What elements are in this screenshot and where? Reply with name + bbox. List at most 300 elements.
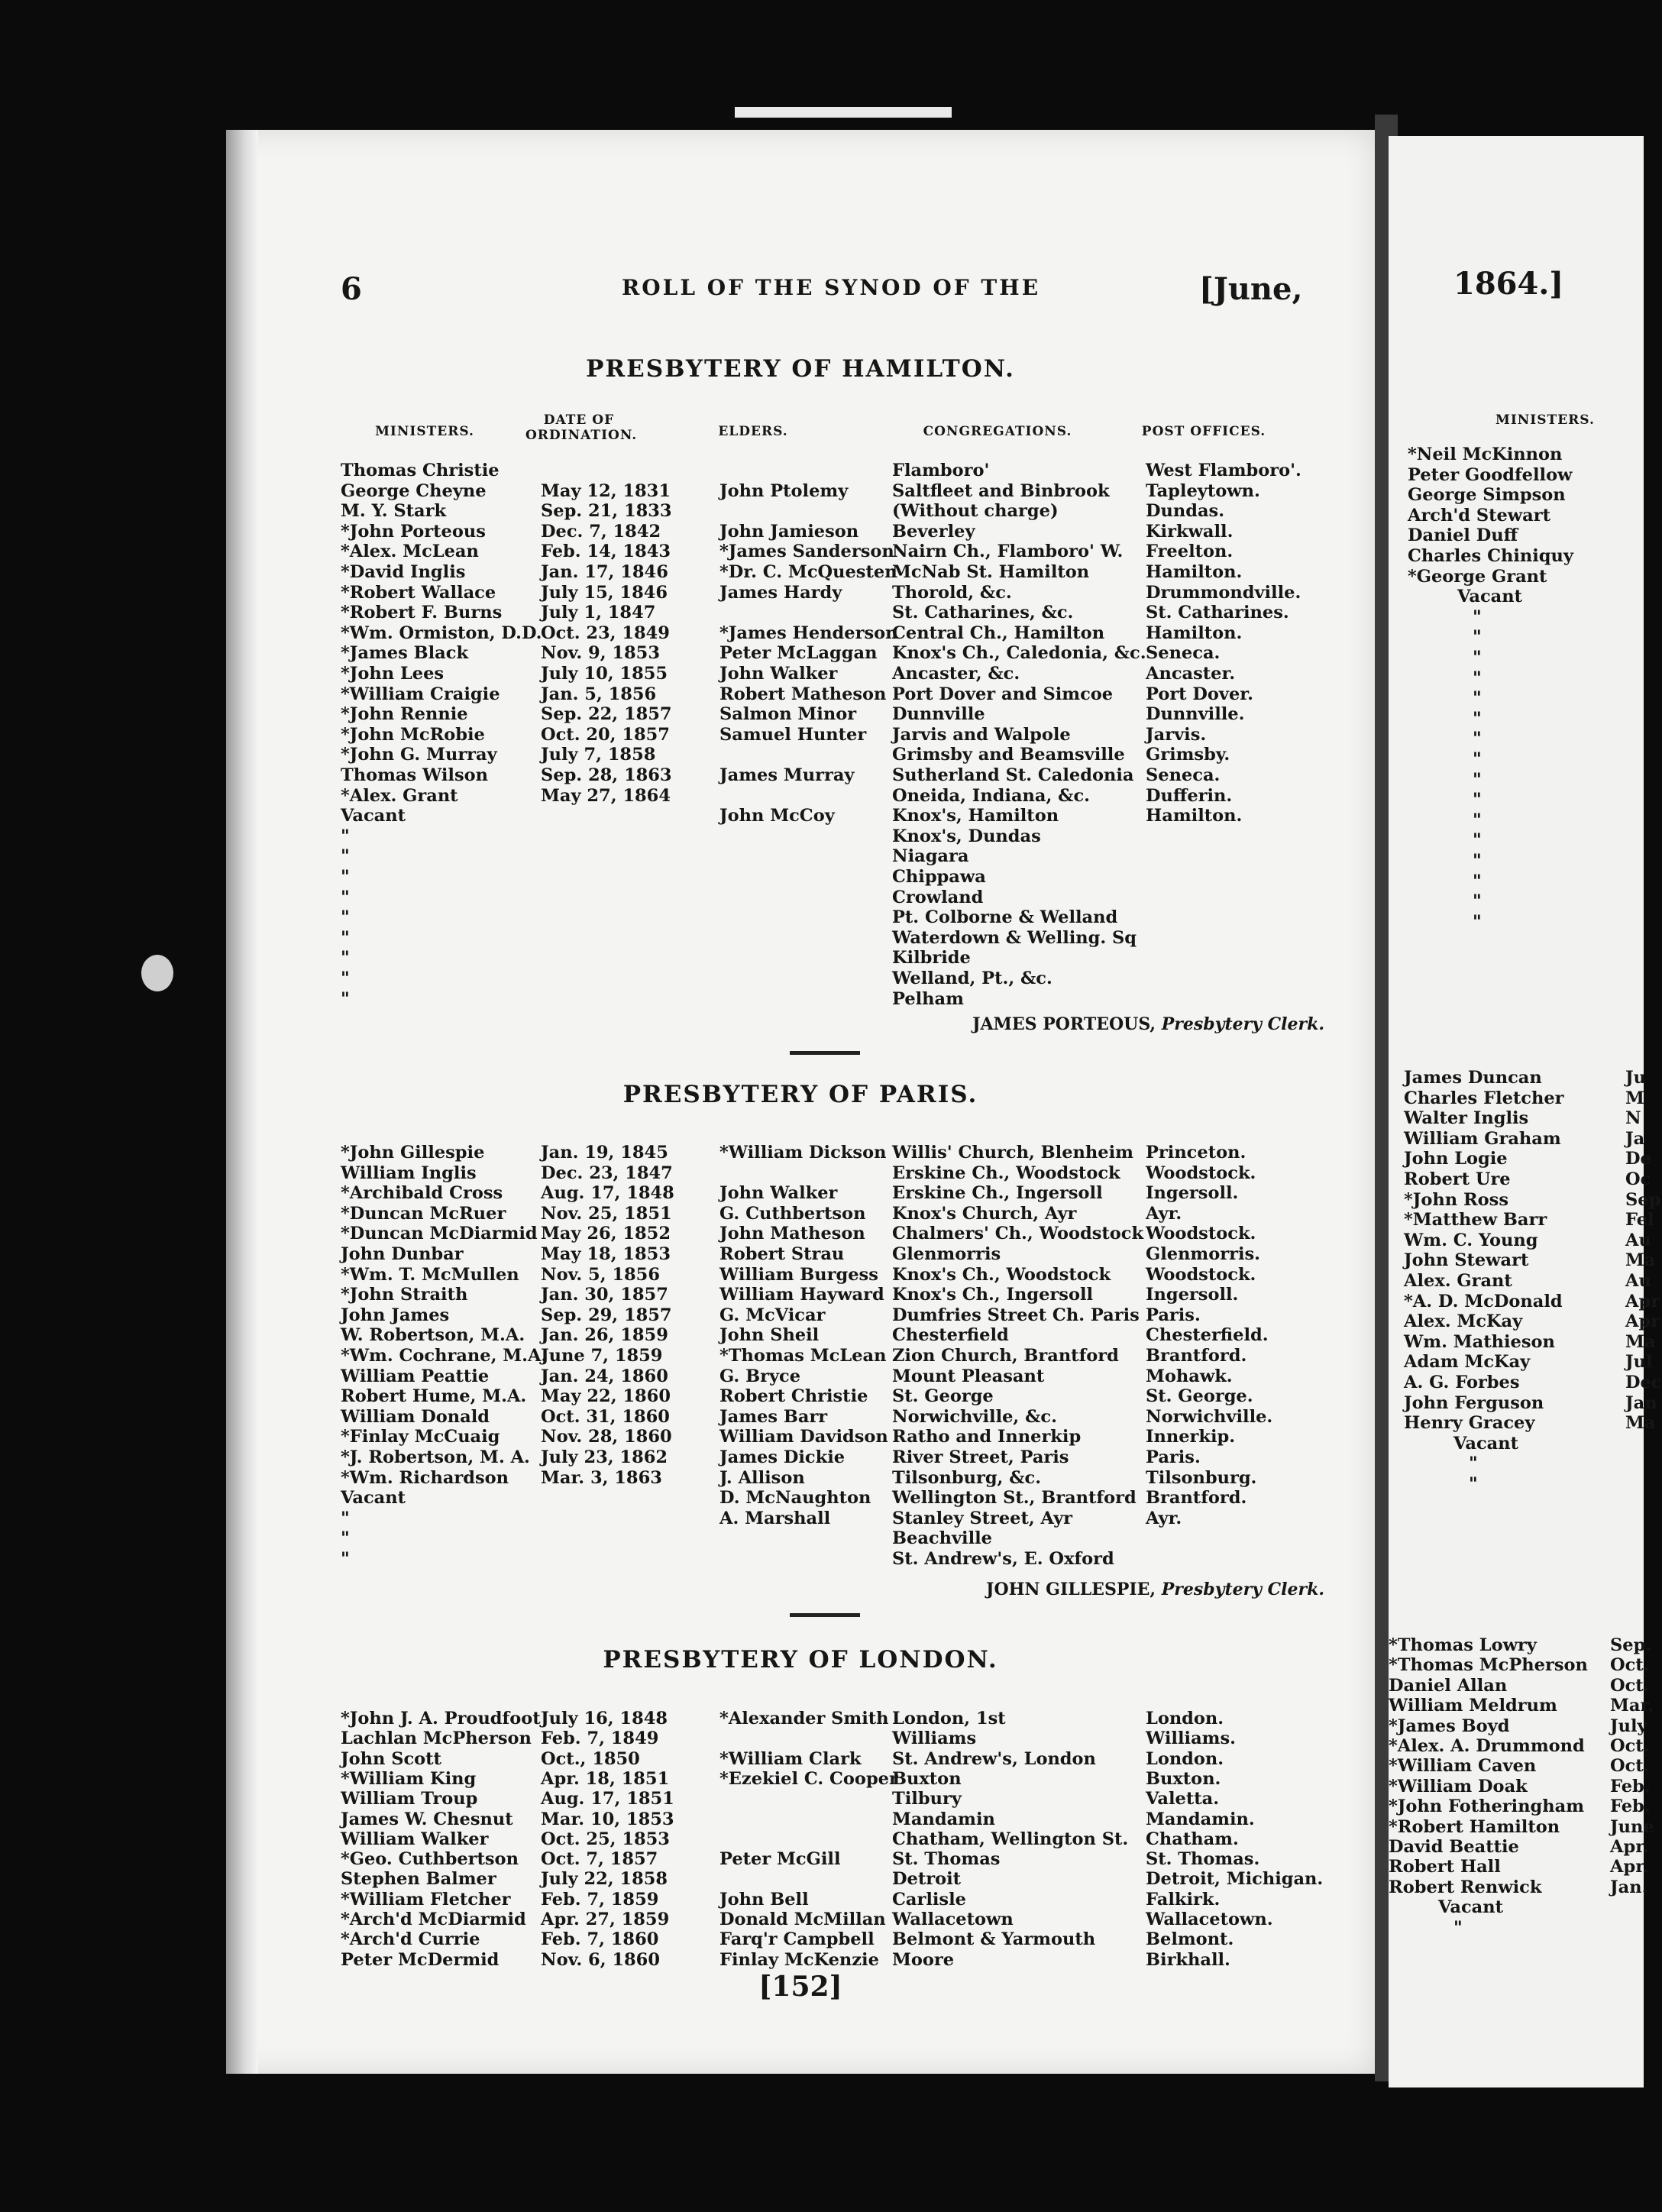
date-cell: Apr. 18, 1851 — [541, 1768, 670, 1789]
right-list-item: N — [1625, 1108, 1641, 1129]
minister-cell: *William Fletcher — [341, 1889, 511, 1910]
table-row — [341, 603, 1356, 623]
table-row — [341, 846, 1356, 866]
right-list-item: July — [1610, 1716, 1647, 1736]
elder-cell: Robert Christie — [719, 1386, 868, 1407]
right-list-item: David Beattie — [1389, 1837, 1519, 1857]
elder-cell: James Murray — [719, 765, 855, 785]
congregation-cell: Flamboro' — [892, 461, 990, 480]
date-cell: May 22, 1860 — [541, 1386, 671, 1407]
congregation-cell: Beachville — [892, 1528, 993, 1549]
congregation-cell: Ancaster, &c. — [892, 664, 1020, 684]
date-cell: Nov. 5, 1856 — [541, 1264, 660, 1285]
table-row — [341, 948, 1356, 968]
date-cell: Nov. 6, 1860 — [541, 1949, 660, 1970]
congregation-cell: Chesterfield — [892, 1325, 1009, 1346]
congregation-cell: Saltfleet and Binbrook — [892, 480, 1110, 501]
right-list-item: Robert Hall — [1389, 1857, 1501, 1877]
minister-cell: William Inglis — [341, 1163, 477, 1183]
date-cell: Nov. 28, 1860 — [541, 1427, 672, 1447]
right-list-item: *William Doak — [1389, 1776, 1528, 1796]
date-cell: July 10, 1855 — [541, 664, 668, 684]
elder-cell: John McCoy — [719, 806, 835, 826]
elder-cell: Salmon Minor — [719, 704, 857, 725]
congregation-cell: Belmont & Yarmouth — [892, 1929, 1096, 1950]
page-number: 6 — [341, 271, 362, 307]
minister-cell: James W. Chesnut — [341, 1809, 513, 1829]
right-list-item: *A. D. McDonald — [1404, 1291, 1563, 1311]
right-page — [1389, 136, 1662, 2087]
date-cell: Jan. 5, 1856 — [541, 684, 657, 704]
right-list-item: Sep — [1625, 1189, 1661, 1210]
date-cell: Dec. 7, 1842 — [541, 521, 661, 542]
right-list-item: Oct. — [1610, 1736, 1650, 1756]
post-cell: Woodstock. — [1146, 1264, 1256, 1285]
elder-cell: Finlay McKenzie — [719, 1949, 879, 1970]
table-row — [341, 1789, 1356, 1809]
congregation-cell: Carlisle — [892, 1889, 966, 1910]
minister-cell: *Wm. Ormiston, D.D. — [341, 623, 542, 643]
table-row — [341, 1183, 1356, 1203]
right-list-item: Dec — [1625, 1373, 1662, 1392]
post-cell: Mohawk. — [1146, 1366, 1233, 1386]
post-cell: Birkhall. — [1146, 1949, 1230, 1970]
table-row — [341, 1366, 1356, 1386]
london-title: PRESBYTERY OF LONDON. — [603, 1646, 998, 1674]
elder-cell: D. McNaughton — [719, 1488, 871, 1509]
right-list-item: De — [1625, 1149, 1651, 1169]
date-cell: Jan. 30, 1857 — [541, 1285, 668, 1305]
post-cell: St. Catharines. — [1146, 603, 1289, 623]
congregation-cell: Thorold, &c. — [892, 582, 1012, 603]
table-row — [341, 1427, 1356, 1447]
post-cell: Ingersoll. — [1146, 1285, 1239, 1305]
elder-cell: Robert Matheson — [719, 684, 887, 704]
date-cell: Mar. 3, 1863 — [541, 1467, 662, 1488]
table-row — [341, 643, 1356, 663]
right-list-item: Daniel Allan — [1389, 1675, 1508, 1696]
minister-cell: " — [341, 969, 350, 988]
table-row — [341, 969, 1356, 988]
date-cell: May 18, 1853 — [541, 1244, 671, 1264]
congregation-cell: Willis' Church, Blenheim — [892, 1143, 1133, 1163]
elder-cell: William Burgess — [719, 1264, 878, 1285]
minister-cell: Vacant — [341, 806, 406, 826]
right-list-item: Ma — [1625, 1250, 1656, 1271]
congregation-cell: London, 1st — [892, 1709, 1006, 1729]
table-row — [341, 1890, 1356, 1910]
date-cell: Oct. 7, 1857 — [541, 1849, 658, 1870]
table-row — [341, 745, 1356, 765]
right-list-item: Ja — [1625, 1128, 1645, 1149]
right-list-item: Apr — [1625, 1291, 1660, 1311]
table-row — [341, 542, 1356, 561]
minister-cell: " — [341, 927, 350, 948]
minister-cell: Stephen Balmer — [341, 1869, 496, 1890]
post-cell: Innerkip. — [1146, 1427, 1236, 1447]
congregation-cell: Dumfries Street Ch. Paris — [892, 1305, 1140, 1325]
elder-cell: Donald McMillan — [719, 1910, 886, 1929]
minister-cell: *Duncan McDiarmid — [341, 1224, 538, 1244]
congregation-cell: Waterdown & Welling. Sq — [892, 927, 1137, 948]
table-row — [341, 765, 1356, 785]
date-cell: Jan. 19, 1845 — [541, 1143, 668, 1163]
elder-cell: John Sheil — [719, 1325, 820, 1346]
date-cell: Apr. 27, 1859 — [541, 1910, 670, 1929]
date-cell: Feb. 7, 1859 — [541, 1889, 659, 1910]
post-cell: Wallacetown. — [1146, 1910, 1273, 1929]
minister-cell: *Archibald Cross — [341, 1183, 503, 1204]
elder-cell: John Walker — [719, 664, 838, 684]
congregation-cell: River Street, Paris — [892, 1447, 1069, 1467]
minister-cell: " — [341, 1549, 350, 1569]
date-cell: Jan. 17, 1846 — [541, 562, 668, 582]
congregation-cell: Glenmorris — [892, 1244, 1001, 1264]
post-cell: Norwichville. — [1146, 1406, 1273, 1427]
date-cell: Dec. 23, 1847 — [541, 1163, 673, 1183]
table-row — [341, 684, 1356, 704]
table-row — [341, 989, 1356, 1009]
post-cell: London. — [1146, 1748, 1224, 1769]
elder-cell: James Barr — [719, 1406, 828, 1427]
elder-cell: *Dr. C. McQuesten — [719, 562, 897, 582]
minister-cell: William Walker — [341, 1829, 489, 1849]
right-list-item: George Simpson — [1408, 485, 1566, 506]
date-cell: Sep. 22, 1857 — [541, 704, 672, 725]
minister-cell: Thomas Christie — [341, 461, 500, 480]
right-list-item: " — [1473, 911, 1482, 932]
date-cell: July 1, 1847 — [541, 603, 656, 623]
post-cell: Seneca. — [1146, 765, 1221, 785]
minister-cell: *J. Robertson, M. A. — [341, 1447, 530, 1467]
right-list-item: " — [1473, 790, 1482, 810]
congregation-cell: Knox's Ch., Woodstock — [892, 1264, 1111, 1285]
elder-cell: Peter McGill — [719, 1849, 841, 1870]
congregation-cell: Nairn Ch., Flamboro' W. — [892, 542, 1124, 562]
right-list-item: Robert Ure — [1404, 1169, 1511, 1189]
right-list-item: Wm. Mathieson — [1404, 1331, 1555, 1352]
minister-cell: John James — [341, 1305, 450, 1325]
minister-cell: *Alex. Grant — [341, 785, 458, 806]
hamilton-clerk-title: Presbytery Clerk. — [1161, 1014, 1324, 1034]
section-divider — [790, 1051, 860, 1055]
congregation-cell: Welland, Pt., &c. — [892, 969, 1052, 988]
date-cell: Mar. 10, 1853 — [541, 1809, 674, 1829]
congregation-cell: Kilbride — [892, 948, 971, 969]
congregation-cell: Mount Pleasant — [892, 1366, 1045, 1386]
minister-cell: " — [341, 887, 350, 907]
congregation-cell: Mandamin — [892, 1809, 995, 1829]
post-cell: Dunnville. — [1146, 704, 1245, 725]
congregation-cell: Detroit — [892, 1869, 962, 1890]
right-list-item: John Ferguson — [1404, 1392, 1544, 1413]
elder-cell: Farq'r Campbell — [719, 1929, 875, 1950]
congregation-cell: St. Thomas — [892, 1849, 1001, 1870]
table-row — [341, 928, 1356, 948]
elder-cell: John Walker — [719, 1183, 838, 1204]
table-row — [341, 1528, 1356, 1548]
minister-cell: *James Black — [341, 643, 469, 664]
congregation-cell: Ratho and Innerkip — [892, 1427, 1082, 1447]
congregation-cell: Tilbury — [892, 1789, 962, 1809]
post-cell: Woodstock. — [1146, 1163, 1256, 1183]
elder-cell: *Thomas McLean — [719, 1346, 887, 1366]
table-row — [341, 1709, 1356, 1729]
congregation-cell: Central Ch., Hamilton — [892, 623, 1105, 643]
elder-cell: James Hardy — [719, 582, 842, 603]
table-row — [341, 1285, 1356, 1305]
elder-cell: Robert Strau — [719, 1244, 845, 1264]
table-row — [341, 1509, 1356, 1528]
right-list-item: " — [1473, 648, 1482, 668]
minister-cell: *Wm. Cochrane, M.A. — [341, 1346, 548, 1366]
congregation-cell: Norwichville, &c. — [892, 1406, 1057, 1427]
post-cell: Tilsonburg. — [1146, 1467, 1257, 1488]
date-cell: July 23, 1862 — [541, 1447, 668, 1467]
congregation-cell: Stanley Street, Ayr — [892, 1508, 1073, 1528]
table-row — [341, 1143, 1356, 1163]
right-list-item: " — [1473, 810, 1482, 830]
congregation-cell: Niagara — [892, 846, 969, 867]
table-row — [341, 522, 1356, 542]
congregation-cell: Knox's Ch., Caledonia, &c. — [892, 643, 1146, 664]
congregation-cell: Port Dover and Simcoe — [892, 684, 1114, 704]
post-cell: Falkirk. — [1146, 1889, 1221, 1910]
table-row — [341, 1549, 1356, 1569]
post-cell: Ancaster. — [1146, 664, 1236, 684]
minister-cell: W. Robertson, M.A. — [341, 1325, 525, 1346]
right-list-item: Ma — [1625, 1413, 1656, 1434]
date-cell: Oct. 25, 1853 — [541, 1829, 670, 1849]
minister-cell: Vacant — [341, 1488, 406, 1509]
elder-cell: William Hayward — [719, 1285, 884, 1305]
date-cell: Sep. 29, 1857 — [541, 1305, 672, 1325]
elder-cell: *William Clark — [719, 1748, 862, 1769]
congregation-cell: Knox's, Hamilton — [892, 806, 1059, 826]
table-row — [341, 806, 1356, 826]
elder-cell: A. Marshall — [719, 1508, 831, 1528]
table-row — [341, 583, 1356, 603]
table-row — [341, 501, 1356, 521]
right-list-item: June — [1610, 1816, 1654, 1837]
running-title: ROLL OF THE SYNOD OF THE — [622, 275, 1041, 300]
elder-cell: *Alexander Smith — [719, 1709, 889, 1729]
right-list-item: Jan. — [1610, 1877, 1648, 1897]
congregation-cell: St. George — [892, 1386, 994, 1407]
right-list-item: *John Fotheringham — [1389, 1796, 1585, 1817]
date-cell: July 7, 1858 — [541, 745, 656, 765]
right-list-item: *Thomas Lowry — [1389, 1635, 1537, 1655]
right-list-item: Henry Gracey — [1404, 1413, 1535, 1434]
right-col-header-ministers: MINISTERS. — [1495, 412, 1595, 428]
right-list-item: Wm. C. Young — [1404, 1230, 1538, 1250]
post-cell: Princeton. — [1146, 1143, 1246, 1163]
minister-cell: *Alex. McLean — [341, 542, 479, 562]
right-list-item: Charles Fletcher — [1404, 1088, 1564, 1108]
minister-cell: *John G. Murray — [341, 745, 497, 765]
minister-cell: *William King — [341, 1768, 477, 1789]
right-list-item: Jan — [1625, 1392, 1657, 1413]
post-cell: Tapleytown. — [1146, 480, 1260, 501]
post-cell: Woodstock. — [1146, 1224, 1256, 1244]
hamilton-clerk-name: JAMES PORTEOUS, — [972, 1014, 1156, 1034]
right-list-item: Arch'd Stewart — [1408, 505, 1550, 526]
date-cell: Oct., 1850 — [541, 1748, 640, 1769]
congregation-cell: Beverley — [892, 521, 975, 542]
post-cell: Detroit, Michigan. — [1146, 1869, 1324, 1890]
right-list-item: *Matthew Barr — [1404, 1210, 1547, 1231]
minister-cell: *John Straith — [341, 1285, 468, 1305]
minister-cell: *John Porteous — [341, 521, 486, 542]
minister-cell: " — [341, 948, 350, 969]
paris-clerk-name: JOHN GILLESPIE, — [986, 1580, 1156, 1599]
congregation-cell: Grimsby and Beamsville — [892, 745, 1125, 765]
right-list-item: Fel — [1625, 1210, 1654, 1231]
running-date: [June, — [1199, 271, 1303, 307]
minister-cell: John Dunbar — [341, 1244, 464, 1264]
paris-title: PRESBYTERY OF PARIS. — [622, 1081, 978, 1108]
post-cell: London. — [1146, 1709, 1224, 1729]
right-list-item: *George Grant — [1408, 566, 1547, 587]
congregation-cell: Knox's Ch., Ingersoll — [892, 1285, 1094, 1305]
date-cell: Aug. 17, 1848 — [541, 1183, 674, 1204]
minister-cell: *David Inglis — [341, 562, 466, 582]
minister-cell: *Wm. Richardson — [341, 1467, 509, 1488]
post-cell: St. George. — [1146, 1386, 1253, 1407]
post-cell: Glenmorris. — [1146, 1244, 1261, 1264]
table-row — [341, 1849, 1356, 1869]
right-list-item: Peter Goodfellow — [1408, 464, 1573, 485]
date-cell: May 27, 1864 — [541, 785, 671, 806]
date-cell: Jan. 26, 1859 — [541, 1325, 668, 1346]
date-cell: Nov. 9, 1853 — [541, 643, 660, 664]
date-cell: Sep. 21, 1833 — [541, 501, 672, 522]
table-row — [341, 1468, 1356, 1488]
table-row — [341, 1869, 1356, 1889]
table-row — [341, 461, 1356, 480]
post-cell: Grimsby. — [1146, 745, 1230, 765]
table-row — [341, 664, 1356, 684]
congregation-cell: Tilsonburg, &c. — [892, 1467, 1042, 1488]
right-list-item: Vacant — [1457, 587, 1523, 607]
right-list-item: Ma — [1625, 1331, 1656, 1352]
right-list-item: Oc — [1625, 1169, 1651, 1189]
minister-cell: *Robert Wallace — [341, 582, 496, 603]
minister-cell: *John J. A. Proudfoot — [341, 1709, 541, 1729]
congregation-cell: Erskine Ch., Ingersoll — [892, 1183, 1103, 1204]
right-list-item: Daniel Duff — [1408, 526, 1518, 546]
elder-cell: Samuel Hunter — [719, 724, 867, 745]
right-list-item: *Neil McKinnon — [1408, 445, 1563, 464]
table-row — [341, 1729, 1356, 1748]
minister-cell: *Arch'd McDiarmid — [341, 1910, 526, 1929]
right-list-item: " — [1453, 1917, 1463, 1938]
elder-cell: *William Dickson — [719, 1143, 887, 1163]
congregation-cell: Moore — [892, 1949, 955, 1970]
elder-cell: *Ezekiel C. Cooper — [719, 1768, 898, 1789]
right-list-item: " — [1473, 668, 1482, 688]
table-row — [341, 1244, 1356, 1264]
date-cell: Aug. 17, 1851 — [541, 1789, 674, 1809]
paris-clerk — [986, 1580, 1324, 1599]
right-list-item: " — [1473, 830, 1482, 851]
date-cell: July 15, 1846 — [541, 582, 668, 603]
date-cell: Oct. 20, 1857 — [541, 724, 670, 745]
table-row — [341, 725, 1356, 745]
post-cell: Ayr. — [1146, 1508, 1182, 1528]
page-stain — [141, 955, 173, 991]
date-cell: July 22, 1858 — [541, 1869, 668, 1890]
minister-cell: *Arch'd Currie — [341, 1929, 480, 1950]
right-list-item: Vacant — [1453, 1433, 1519, 1454]
minister-cell: *Geo. Cuthbertson — [341, 1849, 519, 1870]
table-row — [341, 1488, 1356, 1508]
congregation-cell: Oneida, Indiana, &c. — [892, 785, 1090, 806]
date-cell: Nov. 25, 1851 — [541, 1203, 672, 1224]
minister-cell: " — [341, 907, 350, 928]
post-cell: Paris. — [1146, 1447, 1201, 1467]
right-list-item: " — [1473, 606, 1482, 627]
post-cell: Dundas. — [1146, 501, 1225, 522]
right-list-item: Robert Renwick — [1389, 1877, 1542, 1897]
congregation-cell: St. Catharines, &c. — [892, 603, 1074, 623]
post-cell: Hamilton. — [1146, 562, 1243, 582]
post-cell: Kirkwall. — [1146, 521, 1234, 542]
table-row — [341, 1929, 1356, 1949]
post-cell: Paris. — [1146, 1305, 1201, 1325]
minister-cell: William Peattie — [341, 1366, 490, 1386]
right-list-item: Alex. McKay — [1404, 1311, 1523, 1332]
table-row — [341, 1305, 1356, 1325]
right-list-item: " — [1473, 769, 1482, 790]
elder-cell: John Jamieson — [719, 521, 859, 542]
minister-cell: *William Craigie — [341, 684, 500, 704]
right-list-item: Vacant — [1438, 1897, 1504, 1918]
table-row — [341, 1325, 1356, 1345]
col-header-ministers: MINISTERS. — [375, 424, 474, 439]
date-cell: May 26, 1852 — [541, 1224, 671, 1244]
post-cell: Drummondville. — [1146, 582, 1301, 603]
right-list-item: Au — [1625, 1230, 1651, 1250]
table-row — [341, 907, 1356, 927]
post-cell: Valetta. — [1146, 1789, 1220, 1809]
minister-cell: George Cheyne — [341, 480, 487, 501]
minister-cell: John Scott — [341, 1748, 441, 1769]
col-header-post-offices: POST OFFICES. — [1141, 424, 1266, 439]
right-list-item: Apr — [1625, 1311, 1660, 1332]
congregation-cell: Pelham — [892, 988, 964, 1009]
post-cell: West Flamboro'. — [1146, 461, 1301, 480]
congregation-cell: Wellington St., Brantford — [892, 1488, 1137, 1509]
table-row — [341, 1809, 1356, 1829]
right-list-item: Oct. — [1610, 1756, 1650, 1777]
right-list-item: Adam McKay — [1404, 1352, 1531, 1373]
congregation-cell: Knox's, Dundas — [892, 826, 1041, 846]
elder-cell: Peter McLaggan — [719, 643, 878, 664]
date-cell: Feb. 7, 1849 — [541, 1729, 659, 1749]
right-list-item: William Graham — [1404, 1128, 1561, 1149]
right-list-item: " — [1473, 891, 1482, 912]
post-cell: Hamilton. — [1146, 623, 1243, 643]
right-list-item: Feb. — [1610, 1796, 1651, 1817]
right-list-item: *John Ross — [1404, 1189, 1509, 1210]
right-list-item: Alex. Grant — [1404, 1271, 1512, 1291]
page-footer-number: [152] — [758, 1971, 842, 2003]
table-row — [341, 826, 1356, 846]
congregation-cell: Sutherland St. Caledonia — [892, 765, 1134, 785]
right-list-item: " — [1469, 1454, 1478, 1474]
elder-cell: G. Bryce — [719, 1366, 801, 1386]
